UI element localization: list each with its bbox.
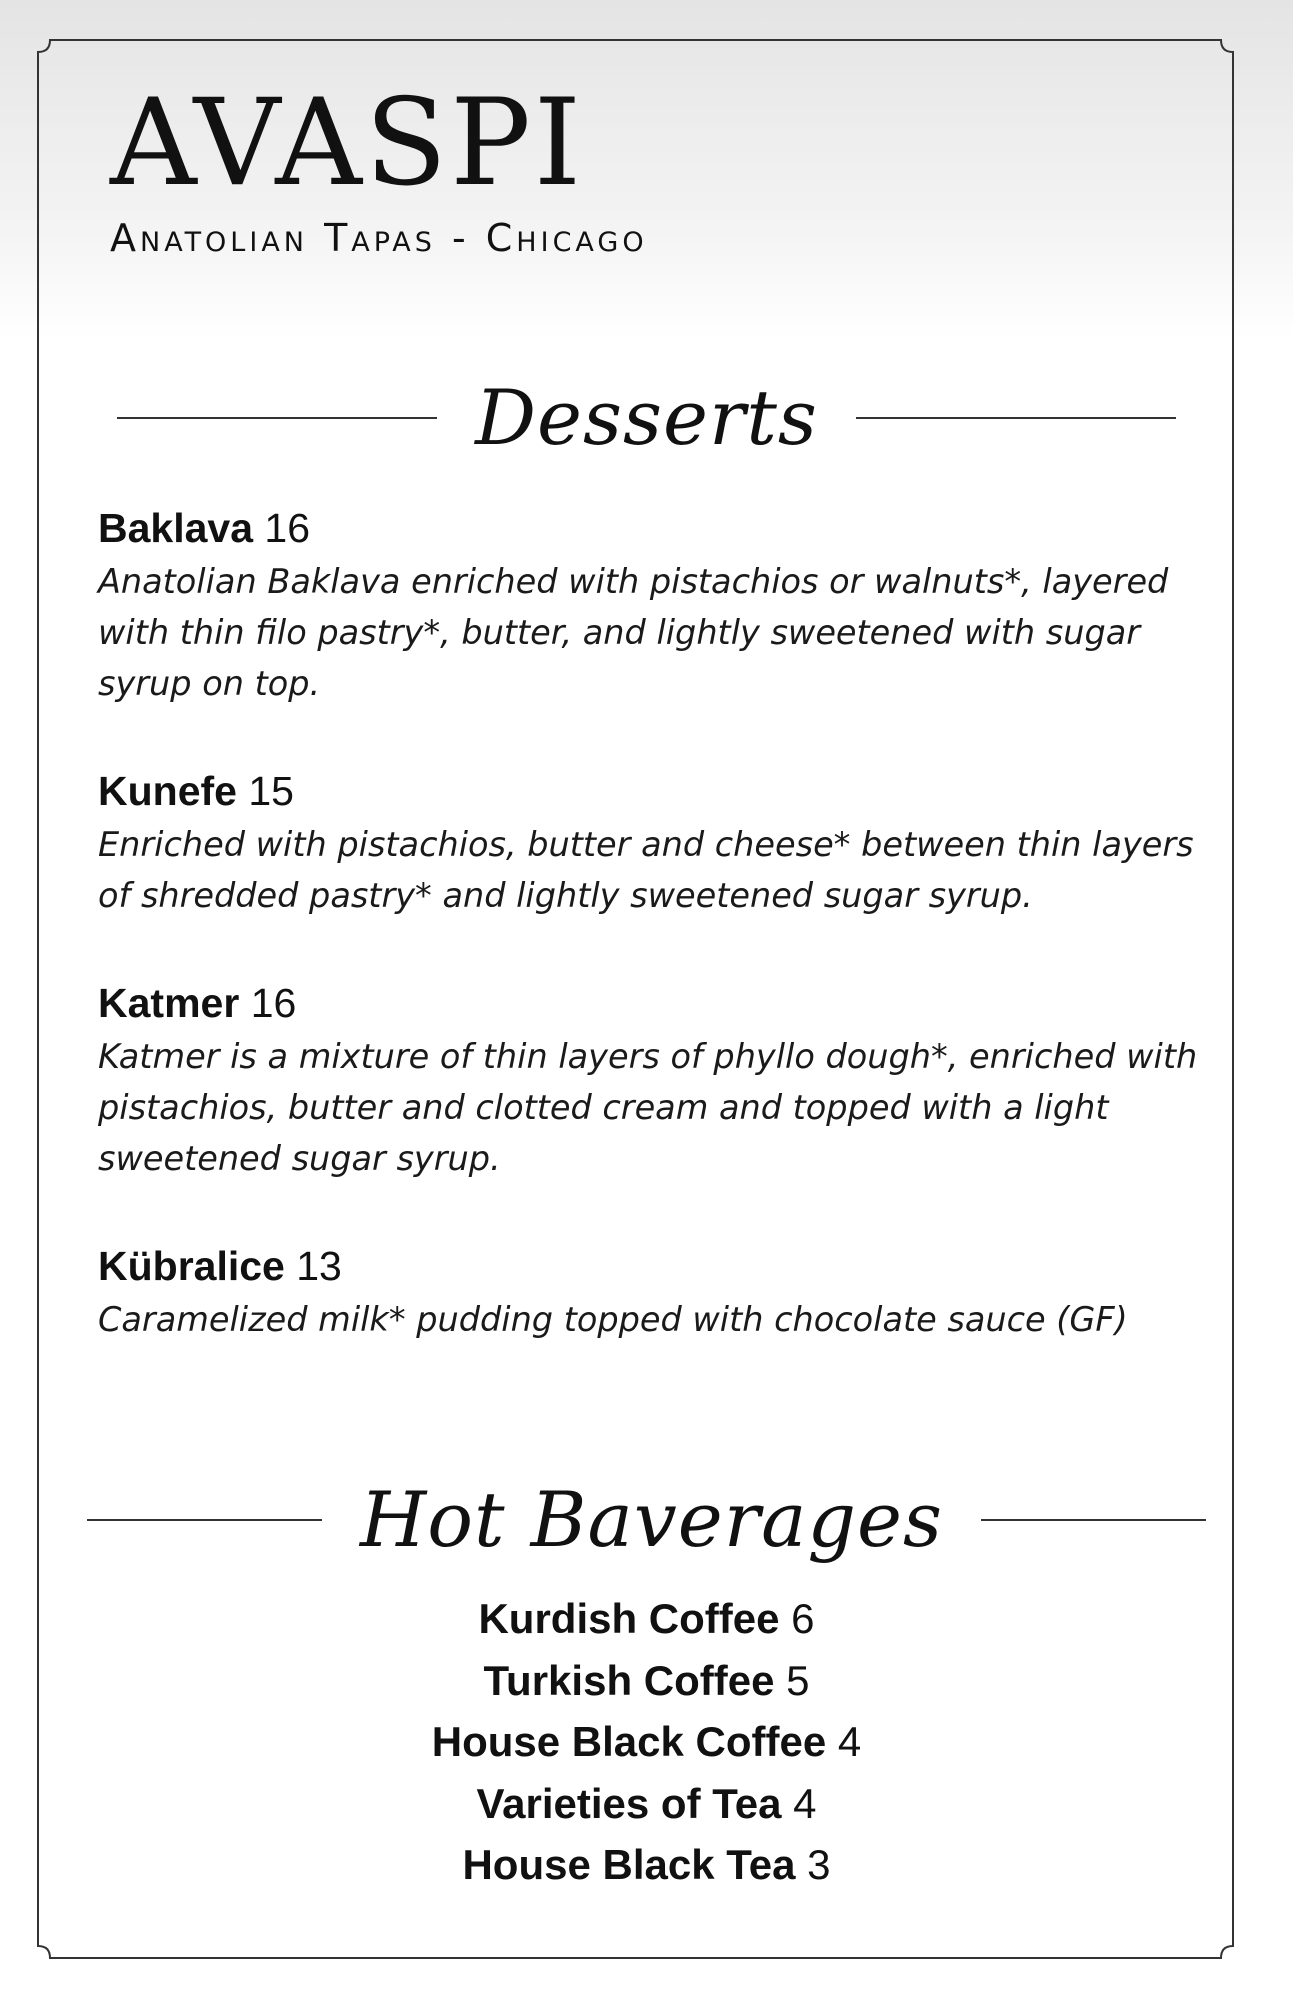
beverage-price: 5 xyxy=(786,1656,810,1704)
item-price: 16 xyxy=(264,505,311,551)
item-description: Caramelized milk* pudding topped with chocolate sauce (GF) xyxy=(98,1300,1128,1339)
item-name: Kunefe xyxy=(98,768,237,814)
item-name: Katmer xyxy=(98,980,240,1026)
beverage-price: 6 xyxy=(791,1595,815,1642)
beverage-price: 4 xyxy=(837,1718,862,1765)
item-name: Kübralice xyxy=(98,1243,285,1289)
beverage-name: House Black Coffee xyxy=(431,1718,827,1765)
desserts-list xyxy=(98,502,1218,1401)
menu-item xyxy=(98,1240,1218,1345)
beverage-price: 4 xyxy=(793,1779,817,1827)
beverages-list xyxy=(0,1588,1293,1896)
beverage-item xyxy=(0,1650,1293,1712)
beverage-price: 3 xyxy=(807,1841,831,1888)
beverage-name: Kurdish Coffee xyxy=(478,1595,780,1642)
menu-item xyxy=(98,977,1218,1184)
item-price: 13 xyxy=(296,1243,342,1289)
brand-header xyxy=(110,74,648,260)
item-description: Enriched with pistachios, butter and cheese* between thin layers of shredded pastry* and lightly sweetened sugar syrup. xyxy=(98,825,1194,915)
beverage-name: House Black Tea xyxy=(462,1841,796,1888)
desserts-title: Desserts xyxy=(475,373,818,462)
desserts-heading xyxy=(0,373,1293,462)
beverage-item xyxy=(0,1773,1293,1835)
restaurant-name: AVASPI xyxy=(110,74,585,213)
beverages-heading xyxy=(0,1475,1293,1564)
heading-rule-right xyxy=(856,417,1176,419)
heading-rule-left xyxy=(87,1519,322,1521)
restaurant-tagline: Anatolian Tapas - Chicago xyxy=(110,216,648,260)
item-price: 15 xyxy=(248,768,294,814)
heading-rule-right xyxy=(981,1519,1206,1521)
beverage-item xyxy=(0,1834,1293,1896)
menu-item xyxy=(98,765,1218,921)
item-description: Anatolian Baklava enriched with pistachios or walnuts*, layered with thin filo pastry*, butter, and lightly sweetened with sugar syrup on top. xyxy=(98,562,1169,703)
item-price: 16 xyxy=(250,980,297,1026)
item-description: Katmer is a mixture of thin layers of phyllo dough*, enriched with pistachios, butter and clotted cream and topped with a light sweetened sugar syrup. xyxy=(98,1037,1198,1178)
heading-rule-left xyxy=(117,417,437,419)
menu-item xyxy=(98,502,1218,709)
beverage-name: Varieties of Tea xyxy=(476,1779,782,1827)
beverage-item xyxy=(0,1711,1293,1773)
item-name: Baklava xyxy=(98,505,254,551)
beverages-title: Hot Baverages xyxy=(359,1475,944,1564)
beverage-item xyxy=(0,1588,1293,1650)
beverage-name: Turkish Coffee xyxy=(483,1656,775,1704)
